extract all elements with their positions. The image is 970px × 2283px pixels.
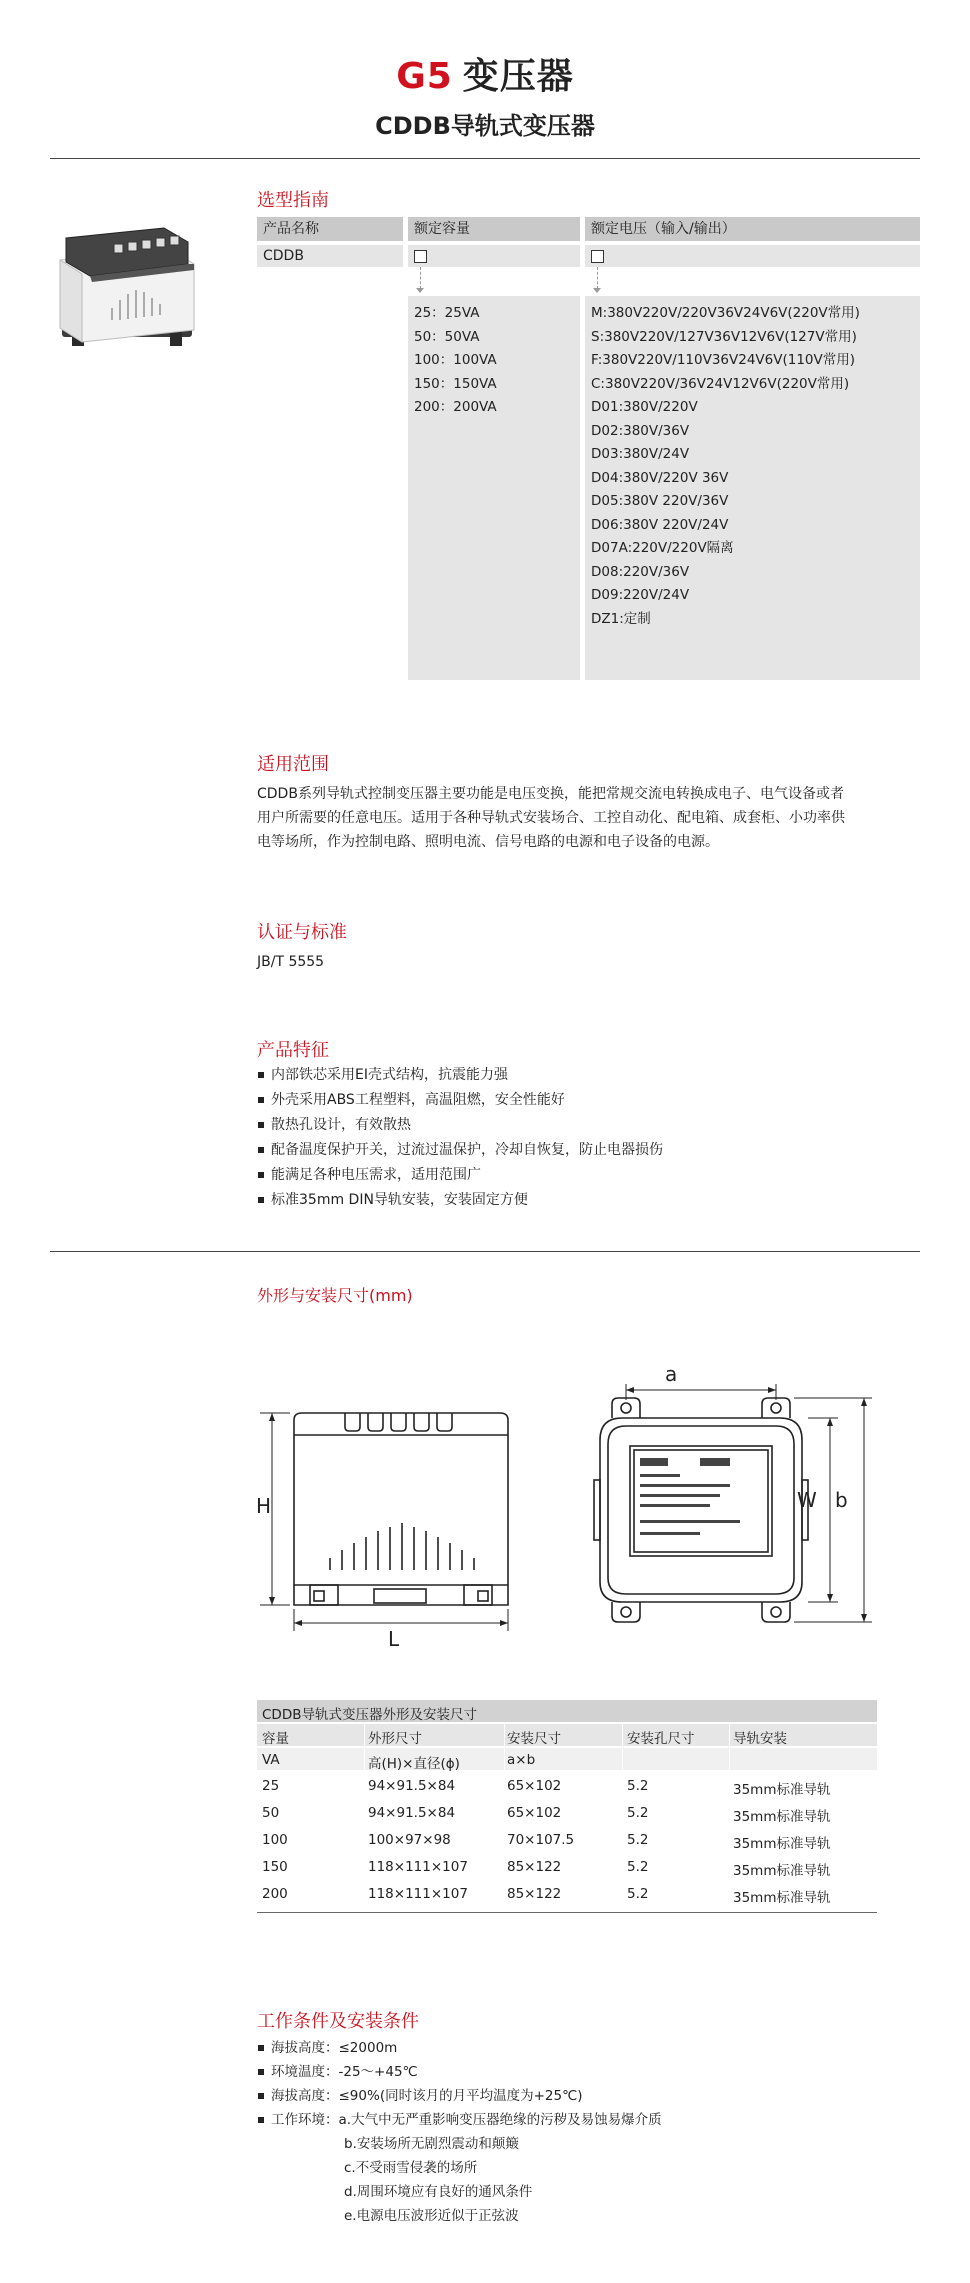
voltage-item: D07A:220V/220V隔离 (591, 540, 734, 556)
cell-rail: 35mm标准导轨 (733, 1836, 831, 1852)
capacity-arrow (416, 288, 424, 293)
cell-outline: 118×111×107 (368, 1886, 468, 1902)
standard-text: JB/T 5555 (257, 954, 325, 970)
cell-capacity: 200 (262, 1886, 288, 1902)
cell-rail: 35mm标准导轨 (733, 1890, 831, 1906)
voltage-item: D02:380V/36V (591, 422, 690, 439)
cell-outline: 118×111×107 (368, 1859, 468, 1875)
title-text: 变压器 (462, 56, 574, 97)
voltage-connector (597, 267, 598, 289)
cell-mount: 70×107.5 (507, 1832, 575, 1848)
capacity-item: 200：200VA (414, 399, 497, 415)
dim-header-cell: 外形尺寸 (368, 1731, 422, 1747)
condition-item: 海拔高度：≤2000m (257, 2036, 662, 2060)
condition-subitem: d.周围环境应有良好的通风条件 (344, 2184, 533, 2200)
feature-item: 配备温度保护开关，过流过温保护，冷却自恢复，防止电器损伤 (257, 1138, 663, 1163)
cell-mount: 65×102 (507, 1778, 562, 1794)
header-product-name: 产品名称 (257, 217, 403, 241)
dimensions-title: 外形与安装尺寸(mm) (257, 1286, 413, 1305)
voltage-item: D01:380V/220V (591, 399, 698, 415)
feature-item: 能满足各种电压需求，适用范围广 (257, 1163, 663, 1188)
voltage-item: F:380V220V/110V36V24V6V(110V常用) (591, 352, 856, 368)
page-title (0, 48, 970, 99)
dim-header-cell: 安装尺寸 (507, 1731, 561, 1747)
dim-table-caption: CDDB导轨式变压器外形及安装尺寸 (262, 1707, 477, 1723)
condition-subitem: c.不受雨雪侵袭的场所 (344, 2160, 478, 2176)
dim-unit-cell: VA (262, 1752, 280, 1768)
capacity-item: 100：100VA (414, 352, 497, 368)
col-sep (622, 1724, 623, 1770)
voltage-item: D06:380V 220V/24V (591, 516, 729, 533)
selection-title: 选型指南 (257, 190, 329, 211)
side-view-drawing (250, 1395, 520, 1635)
cell-capacity: 100 (262, 1832, 288, 1848)
feature-item: 外壳采用ABS工程塑料，高温阻燃，安全性能好 (257, 1088, 663, 1113)
cell-hole: 5.2 (627, 1832, 649, 1848)
divider-top (50, 158, 920, 159)
product-code: CDDB (263, 248, 304, 264)
cell-rail: 35mm标准导轨 (733, 1863, 831, 1879)
col-sep (729, 1724, 730, 1770)
header-capacity: 额定容量 (408, 217, 580, 241)
capacity-item: 25：25VA (414, 305, 480, 321)
transformer-product-image (52, 220, 202, 360)
dim-unit-cell: a×b (507, 1752, 536, 1768)
scope-paragraph (257, 782, 917, 854)
cell-outline: 100×97×98 (368, 1832, 451, 1848)
cell-mount: 85×122 (507, 1886, 562, 1902)
conditions-list (257, 2036, 662, 2228)
voltage-arrow (593, 288, 601, 293)
cell-hole: 5.2 (627, 1805, 649, 1821)
capacity-connector (420, 267, 421, 289)
cell-rail: 35mm标准导轨 (733, 1809, 831, 1825)
voltage-item: D04:380V/220V 36V (591, 469, 729, 486)
capacity-list (414, 302, 497, 420)
brand-label: G5 (396, 56, 453, 97)
dim-table-units-bg (257, 1748, 877, 1770)
condition-item: 海拔高度：≤90%(同时该月的月平均温度为+25℃) (257, 2084, 662, 2108)
features-list (257, 1063, 663, 1213)
cell-outline: 94×91.5×84 (368, 1778, 456, 1794)
conditions-title: 工作条件及安装条件 (257, 2011, 419, 2032)
condition-item: 环境温度：-25～+45℃ (257, 2060, 662, 2084)
voltage-code-bg (585, 245, 920, 267)
col-sep (364, 1724, 365, 1770)
header-voltage: 额定电压（输入/输出） (585, 217, 920, 241)
col-sep (504, 1724, 505, 1770)
dim-header-cell: 容量 (262, 1731, 289, 1747)
cell-mount: 85×122 (507, 1859, 562, 1875)
standard-title: 认证与标准 (257, 922, 347, 943)
voltage-item: C:380V220V/36V24V12V6V(220V常用) (591, 375, 850, 392)
feature-item: 散热孔设计，有效散热 (257, 1113, 663, 1138)
voltage-item: D08:220V/36V (591, 563, 690, 580)
condition-item: 工作环境：a.大气中无严重影响变压器绝缘的污秽及易蚀易爆介质 (257, 2108, 662, 2132)
condition-subitem: e.电源电压波形近似于正弦波 (344, 2208, 519, 2224)
cell-capacity: 150 (262, 1859, 288, 1875)
cell-hole: 5.2 (627, 1859, 649, 1875)
dim-label-H: H (256, 1494, 272, 1518)
voltage-list (591, 302, 860, 631)
cell-outline: 94×91.5×84 (368, 1805, 456, 1821)
dim-header-cell: 导轨安装 (733, 1731, 787, 1747)
cell-hole: 5.2 (627, 1778, 649, 1794)
voltage-item: S:380V220V/127V36V12V6V(127V常用) (591, 328, 857, 345)
scope-line: 电等场所，作为控制电路、照明电流、信号电路的电源和电子设备的电源。 (257, 834, 719, 850)
divider-middle (50, 1251, 920, 1252)
scope-title: 适用范围 (257, 754, 329, 775)
dim-table-bottom-rule (257, 1912, 877, 1913)
cell-rail: 35mm标准导轨 (733, 1782, 831, 1798)
voltage-item: M:380V220V/220V36V24V6V(220V常用) (591, 305, 860, 321)
capacity-item: 50：50VA (414, 328, 480, 345)
voltage-item: D05:380V 220V/36V (591, 493, 729, 509)
feature-item: 内部铁芯采用EI壳式结构，抗震能力强 (257, 1063, 663, 1088)
dim-label-L: L (388, 1627, 400, 1651)
page-subtitle: CDDB导轨式变压器 (375, 112, 595, 140)
dim-label-b: b (835, 1488, 848, 1512)
cell-capacity: 25 (262, 1778, 280, 1794)
cell-mount: 65×102 (507, 1805, 562, 1821)
condition-subitem: b.安装场所无剧烈震动和颠簸 (344, 2136, 519, 2152)
condition-subitems (257, 2132, 662, 2228)
voltage-item: D03:380V/24V (591, 446, 690, 462)
capacity-code-box (414, 250, 427, 263)
dim-label-W: W (797, 1488, 817, 1512)
dim-label-a: a (665, 1362, 678, 1386)
voltage-code-box (591, 250, 604, 263)
cell-hole: 5.2 (627, 1886, 649, 1902)
scope-line: CDDB系列导轨式控制变压器主要功能是电压变换，能把常规交流电转换成电子、电气设备或者 (257, 786, 844, 802)
capacity-code-bg (408, 245, 580, 267)
dim-header-cell: 安装孔尺寸 (627, 1731, 695, 1747)
feature-item: 标准35mm DIN导轨安装，安装固定方便 (257, 1188, 663, 1213)
features-title: 产品特征 (257, 1040, 329, 1061)
cell-capacity: 50 (262, 1805, 280, 1821)
voltage-item: DZ1:定制 (591, 610, 651, 627)
dim-unit-cell: 高(H)×直径(ϕ) (368, 1756, 460, 1772)
scope-line: 用户所需要的任意电压。适用于各种导轨式安装场合、工控自动化、配电箱、成套柜、小功率供 (257, 810, 845, 826)
capacity-item: 150：150VA (414, 375, 497, 392)
voltage-item: D09:220V/24V (591, 587, 690, 603)
